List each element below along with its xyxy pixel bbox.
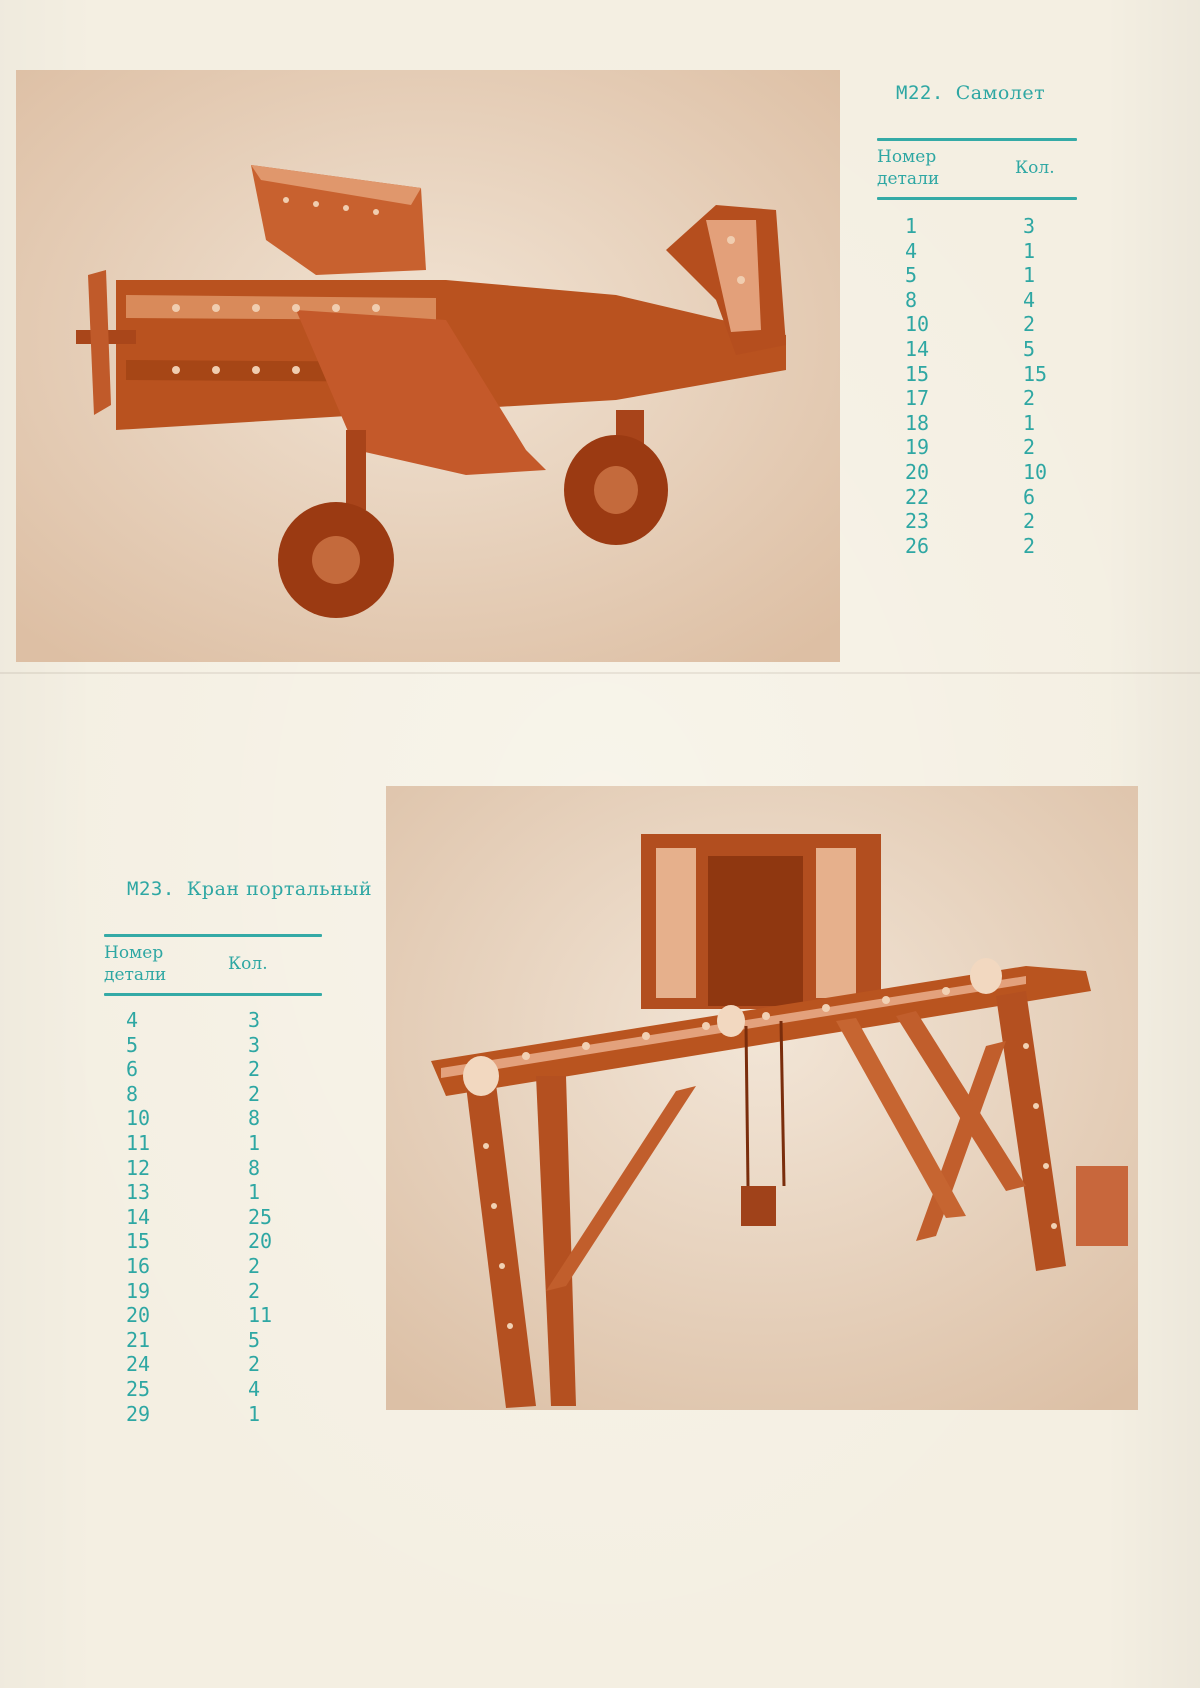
table-row xyxy=(877,362,1077,387)
part-number: 11 xyxy=(126,1130,151,1155)
part-quantity: 4 xyxy=(248,1376,261,1401)
part-number: 5 xyxy=(905,263,918,288)
part-quantity: 1 xyxy=(1023,410,1036,435)
table-row xyxy=(877,239,1077,264)
part-number: 19 xyxy=(126,1278,151,1303)
part-quantity: 1 xyxy=(1023,238,1036,263)
table-row xyxy=(104,1180,322,1205)
table-row xyxy=(104,1008,322,1033)
part-quantity: 2 xyxy=(248,1253,261,1278)
model-title-m22: M22. Самолет xyxy=(896,82,1046,104)
part-quantity: 2 xyxy=(248,1352,261,1377)
part-quantity: 3 xyxy=(248,1032,261,1057)
model-id: M22 xyxy=(896,82,932,104)
part-number: 10 xyxy=(905,312,930,337)
model-id: M23 xyxy=(127,878,163,900)
part-number: 19 xyxy=(905,435,930,460)
table-row xyxy=(104,1377,322,1402)
page-fold-line xyxy=(0,672,1200,674)
part-quantity: 6 xyxy=(1023,484,1036,509)
part-quantity: 5 xyxy=(248,1327,261,1352)
table-row xyxy=(104,1057,322,1082)
airplane-photo xyxy=(16,70,840,662)
table-header-rule xyxy=(877,197,1077,200)
part-number: 20 xyxy=(126,1303,151,1328)
table-row xyxy=(877,534,1077,559)
table-header xyxy=(877,141,1077,197)
part-number: 24 xyxy=(126,1352,151,1377)
column-header-qty: Кол. xyxy=(228,954,268,974)
model-name: Кран портальный xyxy=(186,878,373,900)
part-number: 10 xyxy=(126,1106,151,1131)
part-number: 25 xyxy=(126,1376,151,1401)
part-number: 13 xyxy=(126,1180,151,1205)
table-row xyxy=(104,1303,322,1328)
part-number: 1 xyxy=(905,214,918,238)
table-header xyxy=(104,937,322,993)
part-number: 18 xyxy=(905,410,930,435)
part-quantity: 10 xyxy=(1023,459,1048,484)
part-quantity: 15 xyxy=(1023,361,1048,386)
part-number: 4 xyxy=(126,1008,139,1032)
part-quantity: 20 xyxy=(248,1229,273,1254)
portal-crane-photo xyxy=(386,786,1138,1410)
part-quantity: 2 xyxy=(1023,312,1036,337)
table-row xyxy=(104,1033,322,1058)
table-row xyxy=(104,1402,322,1427)
table-row xyxy=(104,1082,322,1107)
table-row xyxy=(104,1229,322,1254)
part-number: 15 xyxy=(126,1229,151,1254)
table-row xyxy=(104,1131,322,1156)
part-quantity: 3 xyxy=(248,1008,261,1032)
model-name: Самолет xyxy=(955,82,1046,104)
part-quantity: 2 xyxy=(1023,435,1036,460)
part-number: 23 xyxy=(905,509,930,534)
part-quantity: 2 xyxy=(1023,509,1036,534)
table-row xyxy=(877,435,1077,460)
part-quantity: 8 xyxy=(248,1106,261,1131)
part-quantity: 25 xyxy=(248,1204,273,1229)
part-number: 22 xyxy=(905,484,930,509)
table-row xyxy=(104,1106,322,1131)
table-row xyxy=(104,1254,322,1279)
parts-table-m23 xyxy=(104,934,322,1426)
part-quantity: 5 xyxy=(1023,336,1036,361)
table-row xyxy=(877,460,1077,485)
part-number: 15 xyxy=(905,361,930,386)
table-row xyxy=(877,288,1077,313)
part-number: 6 xyxy=(126,1057,139,1082)
part-number: 12 xyxy=(126,1155,151,1180)
part-quantity: 1 xyxy=(248,1130,261,1155)
part-quantity: 4 xyxy=(1023,287,1036,312)
table-row xyxy=(877,263,1077,288)
table-row xyxy=(877,312,1077,337)
part-quantity: 1 xyxy=(1023,263,1036,288)
parts-table-m22 xyxy=(877,138,1077,558)
part-number: 26 xyxy=(905,533,930,558)
table-row xyxy=(877,509,1077,534)
part-number: 16 xyxy=(126,1253,151,1278)
part-number: 8 xyxy=(905,287,918,312)
table-body xyxy=(877,214,1077,558)
part-quantity: 2 xyxy=(1023,533,1036,558)
part-quantity: 1 xyxy=(248,1401,261,1426)
part-quantity: 2 xyxy=(1023,386,1036,411)
part-number: 14 xyxy=(126,1204,151,1229)
table-row xyxy=(877,337,1077,362)
column-header-part: Номер детали xyxy=(877,147,940,189)
table-header-rule xyxy=(104,993,322,996)
table-row xyxy=(877,214,1077,239)
table-body xyxy=(104,1008,322,1426)
part-quantity: 2 xyxy=(248,1278,261,1303)
part-number: 14 xyxy=(905,336,930,361)
table-row xyxy=(104,1205,322,1230)
part-quantity: 8 xyxy=(248,1155,261,1180)
table-row xyxy=(877,386,1077,411)
table-row xyxy=(104,1279,322,1304)
table-row xyxy=(104,1156,322,1181)
part-quantity: 2 xyxy=(248,1057,261,1082)
model-title-m23: M23. Кран портальный xyxy=(127,878,373,900)
table-row xyxy=(104,1328,322,1353)
part-number: 20 xyxy=(905,459,930,484)
part-number: 5 xyxy=(126,1032,139,1057)
table-row xyxy=(877,485,1077,510)
part-number: 21 xyxy=(126,1327,151,1352)
part-number: 29 xyxy=(126,1401,151,1426)
column-header-qty: Кол. xyxy=(1015,158,1055,178)
part-quantity: 2 xyxy=(248,1081,261,1106)
part-quantity: 1 xyxy=(248,1180,261,1205)
table-row xyxy=(877,411,1077,436)
column-header-part: Номер детали xyxy=(104,943,167,985)
part-quantity: 11 xyxy=(248,1303,273,1328)
part-number: 8 xyxy=(126,1081,139,1106)
part-number: 4 xyxy=(905,238,918,263)
table-row xyxy=(104,1352,322,1377)
part-number: 17 xyxy=(905,386,930,411)
part-quantity: 3 xyxy=(1023,214,1036,238)
